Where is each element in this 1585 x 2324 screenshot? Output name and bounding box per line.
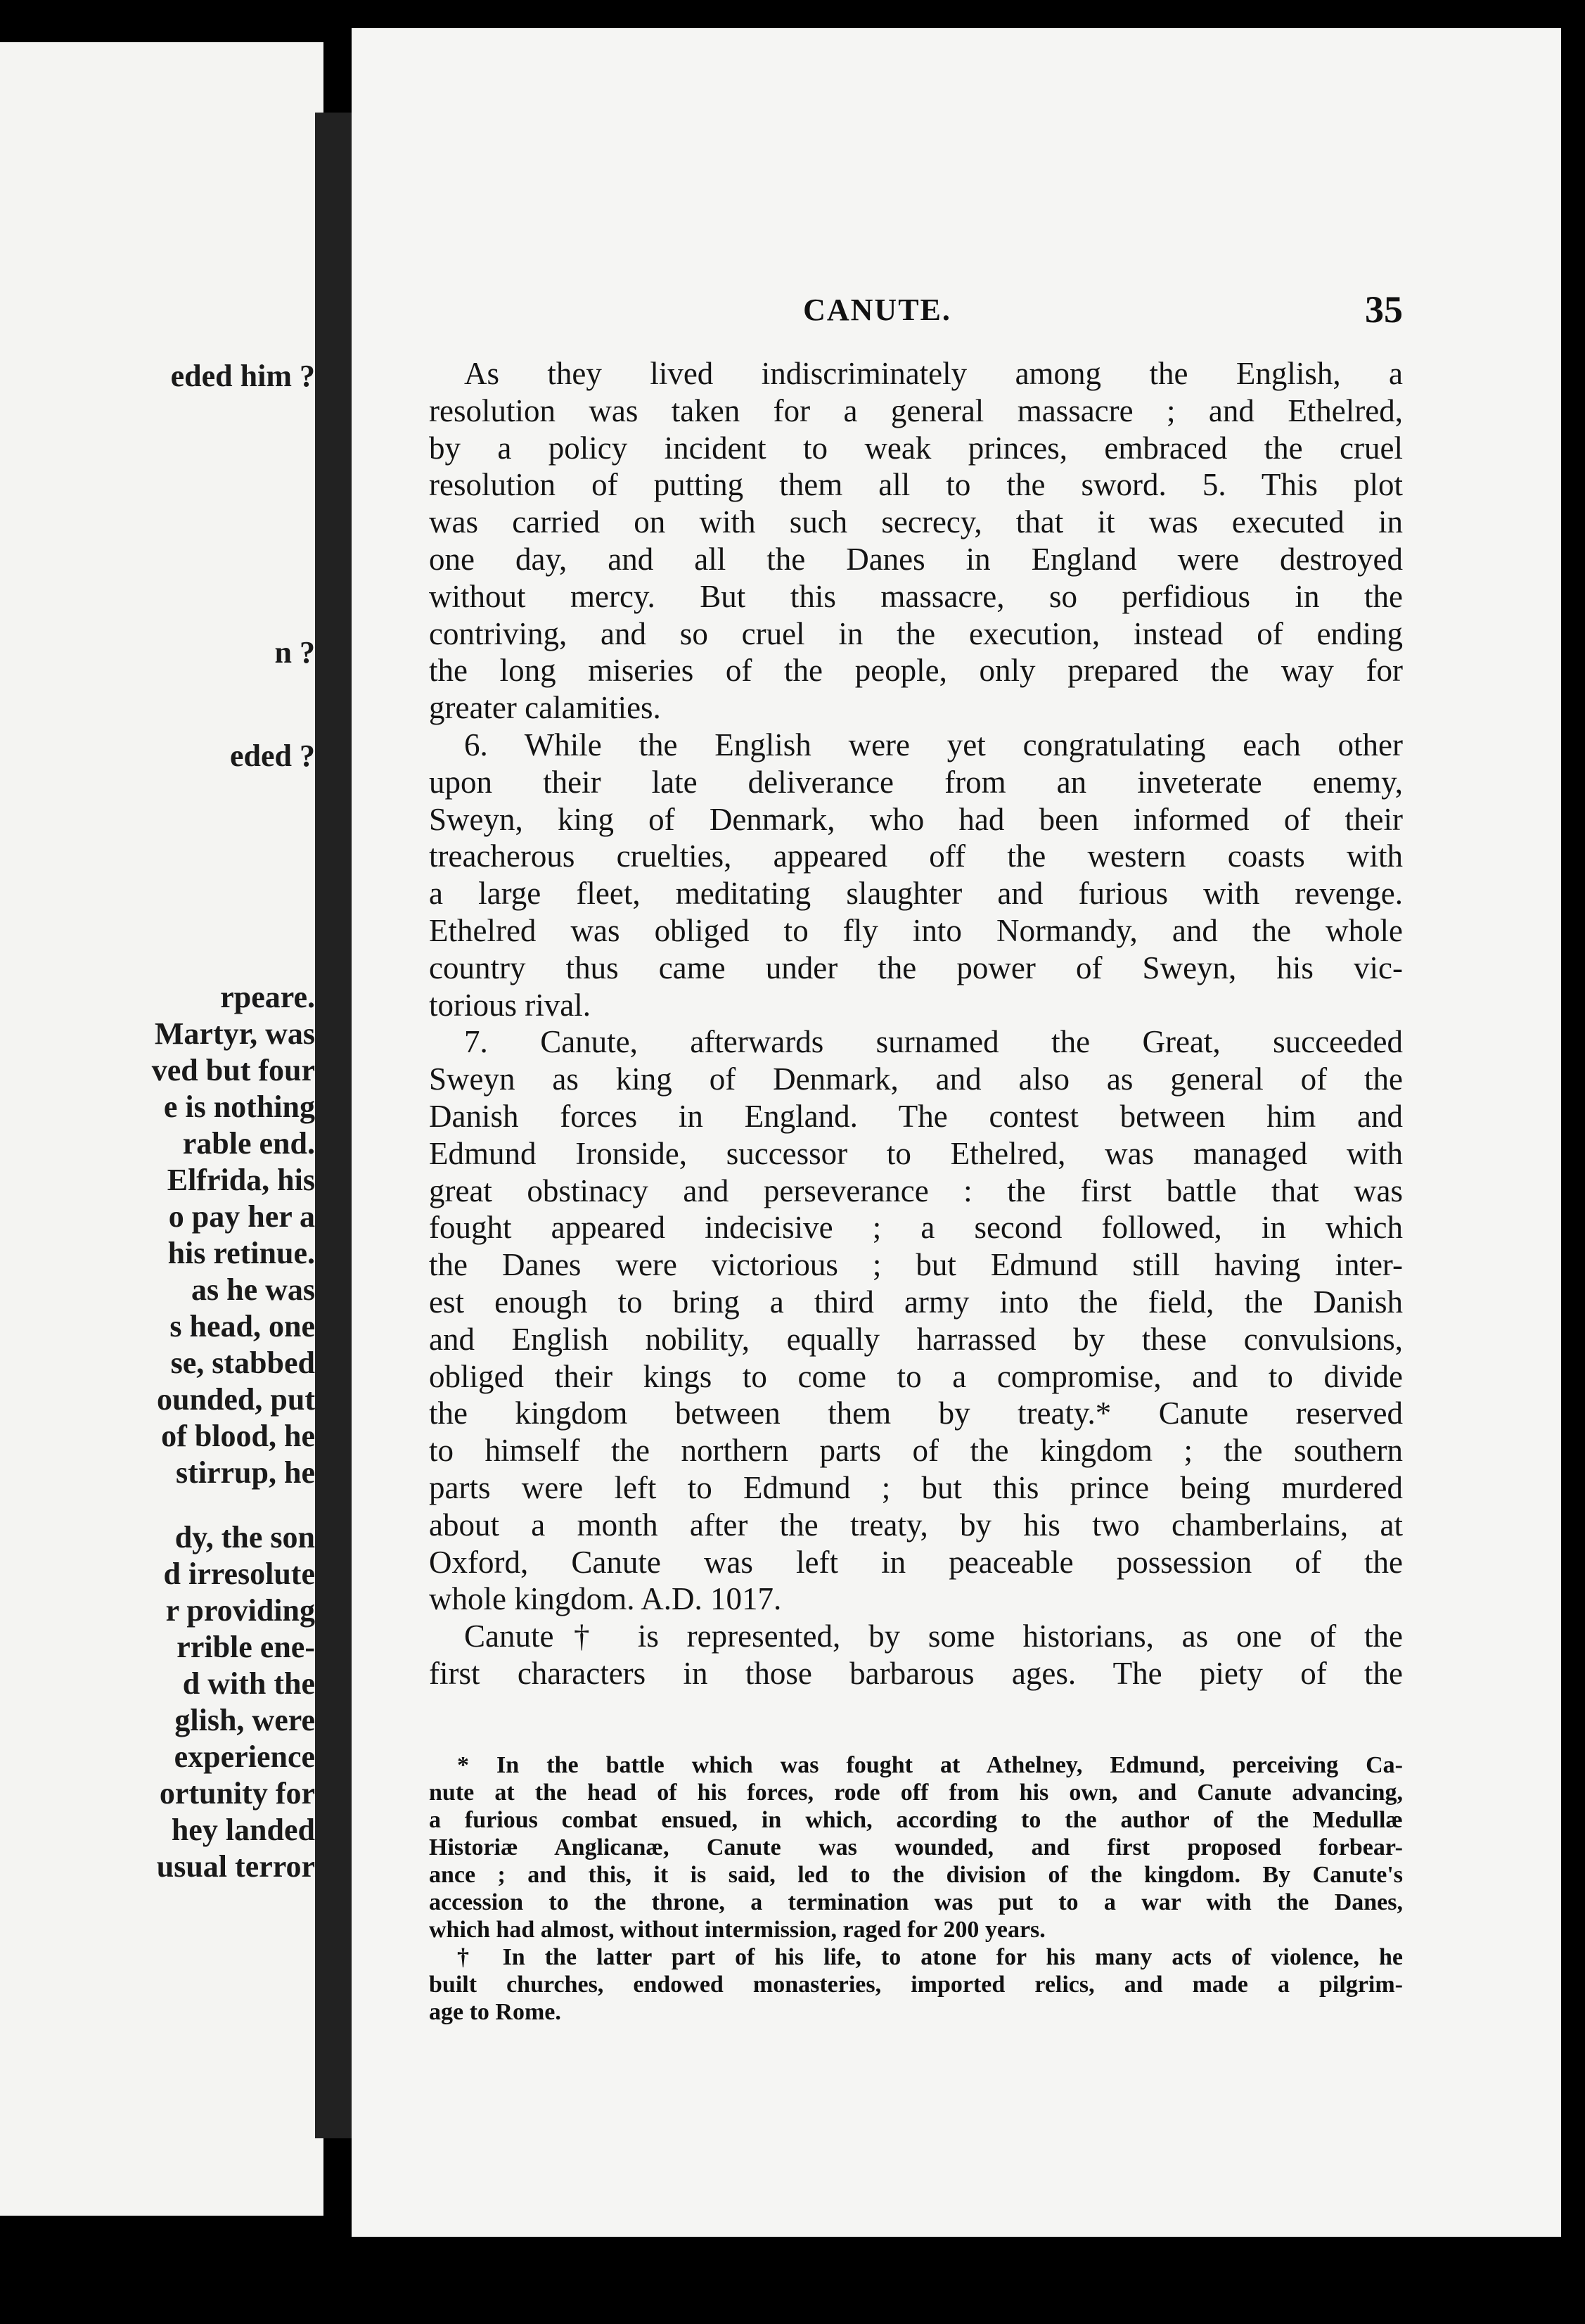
left-page-line: usual terror [156,1849,315,1884]
text-line: a large fleet, meditating slaughter and furious with revenge. [429,876,1403,912]
text-line: torious rival. [429,987,591,1023]
text-line: greater calamities. [429,690,661,726]
text-line: whole kingdom. A.D. 1017. [429,1581,782,1617]
text-line: fought appeared indecisive ; a second followed, in which [429,1210,1403,1246]
text-line: As they lived indiscriminately among the English, a [464,356,1403,391]
left-page-line: as he was [191,1272,315,1307]
left-page-line: his retinue. [167,1236,315,1270]
text-line: one day, and all the Danes in England were destroyed [429,541,1403,577]
book-gutter [315,113,353,2138]
footnote-line: age to Rome. [429,1999,561,2025]
footnote-line: nute at the head of his forces, rode off from his own, and Canute advancing, [429,1780,1403,1806]
text-line: treacherous cruelties, appeared off the western coasts with [429,838,1403,874]
footnote-line: built churches, endowed monasteries, imported relics, and made a pilgrim- [429,1972,1403,1998]
text-line: the Danes were victorious ; but Edmund still having inter- [429,1247,1403,1283]
left-page-line: se, stabbed [170,1346,315,1380]
text-line: was carried on with such secrecy, that it was executed in [429,504,1403,540]
footnote-line: * In the battle which was fought at Athelney, Edmund, perceiving Ca- [457,1752,1403,1778]
text-line: country thus came under the power of Sweyn, his vic- [429,950,1403,985]
left-page-line: eded ? [230,739,315,773]
left-page-line: eded him ? [170,359,315,393]
text-line: Danish forces in England. The contest between him and [429,1098,1403,1134]
text-line: resolution of putting them all to the sword. 5. This plot [429,467,1403,503]
text-line: first characters in those barbarous ages. The piety of the [429,1655,1403,1691]
left-page-line: Martyr, was [154,1016,315,1051]
footnote-line: Historiæ Anglicanæ, Canute was wounded, and first proposed forbear- [429,1834,1403,1860]
left-page-line: of blood, he [161,1419,315,1453]
footnote-line: ance ; and this, it is said, led to the division of the kingdom. By Canute's [429,1862,1403,1888]
footnote-line: which had almost, without intermission, raged for 200 years. [429,1917,1046,1943]
text-line: without mercy. But this massacre, so perfidious in the [429,578,1403,614]
left-page-line: rpeare. [220,980,315,1014]
left-page-line: stirrup, he [176,1455,315,1490]
text-line: and English nobility, equally harrassed by these convulsions, [429,1321,1403,1357]
left-page-line: ortunity for [159,1776,315,1811]
text-line: Sweyn as king of Denmark, and also as general of the [429,1061,1403,1097]
footnotes [429,1751,1403,2026]
text-line: the kingdom between them by treaty.* Canute reserved [429,1396,1403,1431]
left-page-line: experience [174,1739,315,1774]
text-line: Edmund Ironside, successor to Ethelred, was managed with [429,1135,1403,1171]
text-line: 6. While the English were yet congratulating each other [464,727,1403,762]
left-page-fragment [0,42,323,2216]
left-page-line: Elfrida, his [167,1163,315,1197]
text-line: contriving, and so cruel in the execution, instead of ending [429,615,1403,651]
left-page-line: hey landed [171,1813,315,1847]
left-page-line: d irresolute [163,1557,315,1591]
footnote-line: accession to the throne, a termination was put to a war with the Danes, [429,1889,1403,1915]
left-page-line: dy, the son [174,1520,315,1554]
left-page-line: rrible ene- [177,1630,315,1664]
footnote-line: a furious combat ensued, in which, according to the author of the Medullæ [429,1807,1403,1833]
text-line: to himself the northern parts of the kingdom ; the southern [429,1433,1403,1469]
text-line: parts were left to Edmund ; but this prince being murdered [429,1469,1403,1505]
left-page-line: n ? [274,635,315,670]
left-page-line: ounded, put [156,1382,315,1417]
left-page-line: s head, one [169,1309,315,1343]
body-text [429,355,1403,1692]
text-line: upon their late deliverance from an inveterate enemy, [429,764,1403,800]
footnote-line: † In the latter part of his life, to atone for his many acts of violence, he [457,1944,1403,1970]
text-line: great obstinacy and perseverance : the first battle that was [429,1173,1403,1208]
page-header [352,288,1403,341]
text-line: about a month after the treaty, by his two chamberlains, at [429,1507,1403,1543]
right-page [352,28,1561,2237]
left-page-line: glish, were [174,1703,315,1737]
left-page-line: rable end. [182,1126,315,1161]
text-line: resolution was taken for a general massacre ; and Ethelred, [429,392,1403,428]
left-page-line: ved but four [151,1053,315,1087]
text-line: est enough to bring a third army into the field, the Danish [429,1284,1403,1320]
text-line: Ethelred was obliged to fly into Normandy, and the whole [429,912,1403,948]
text-line: Oxford, Canute was left in peaceable possession of the [429,1544,1403,1580]
text-line: Sweyn, king of Denmark, who had been informed of their [429,801,1403,837]
text-line: the long miseries of the people, only prepared the way for [429,653,1403,689]
text-line: by a policy incident to weak princes, embraced the cruel [429,430,1403,466]
text-line: obliged their kings to come to a compromise, and to divide [429,1358,1403,1394]
left-page-line: r providing [165,1593,315,1628]
text-line: 7. Canute, afterwards surnamed the Great, succeeded [464,1024,1403,1060]
running-head: CANUTE. [803,293,951,327]
text-line: Canute† is represented, by some historians, as one of the [464,1618,1403,1654]
left-page-line: d with the [182,1666,315,1701]
page-number: 35 [1365,288,1403,331]
left-page-line: e is nothing [163,1090,315,1124]
left-page-line: o pay her a [168,1199,315,1234]
